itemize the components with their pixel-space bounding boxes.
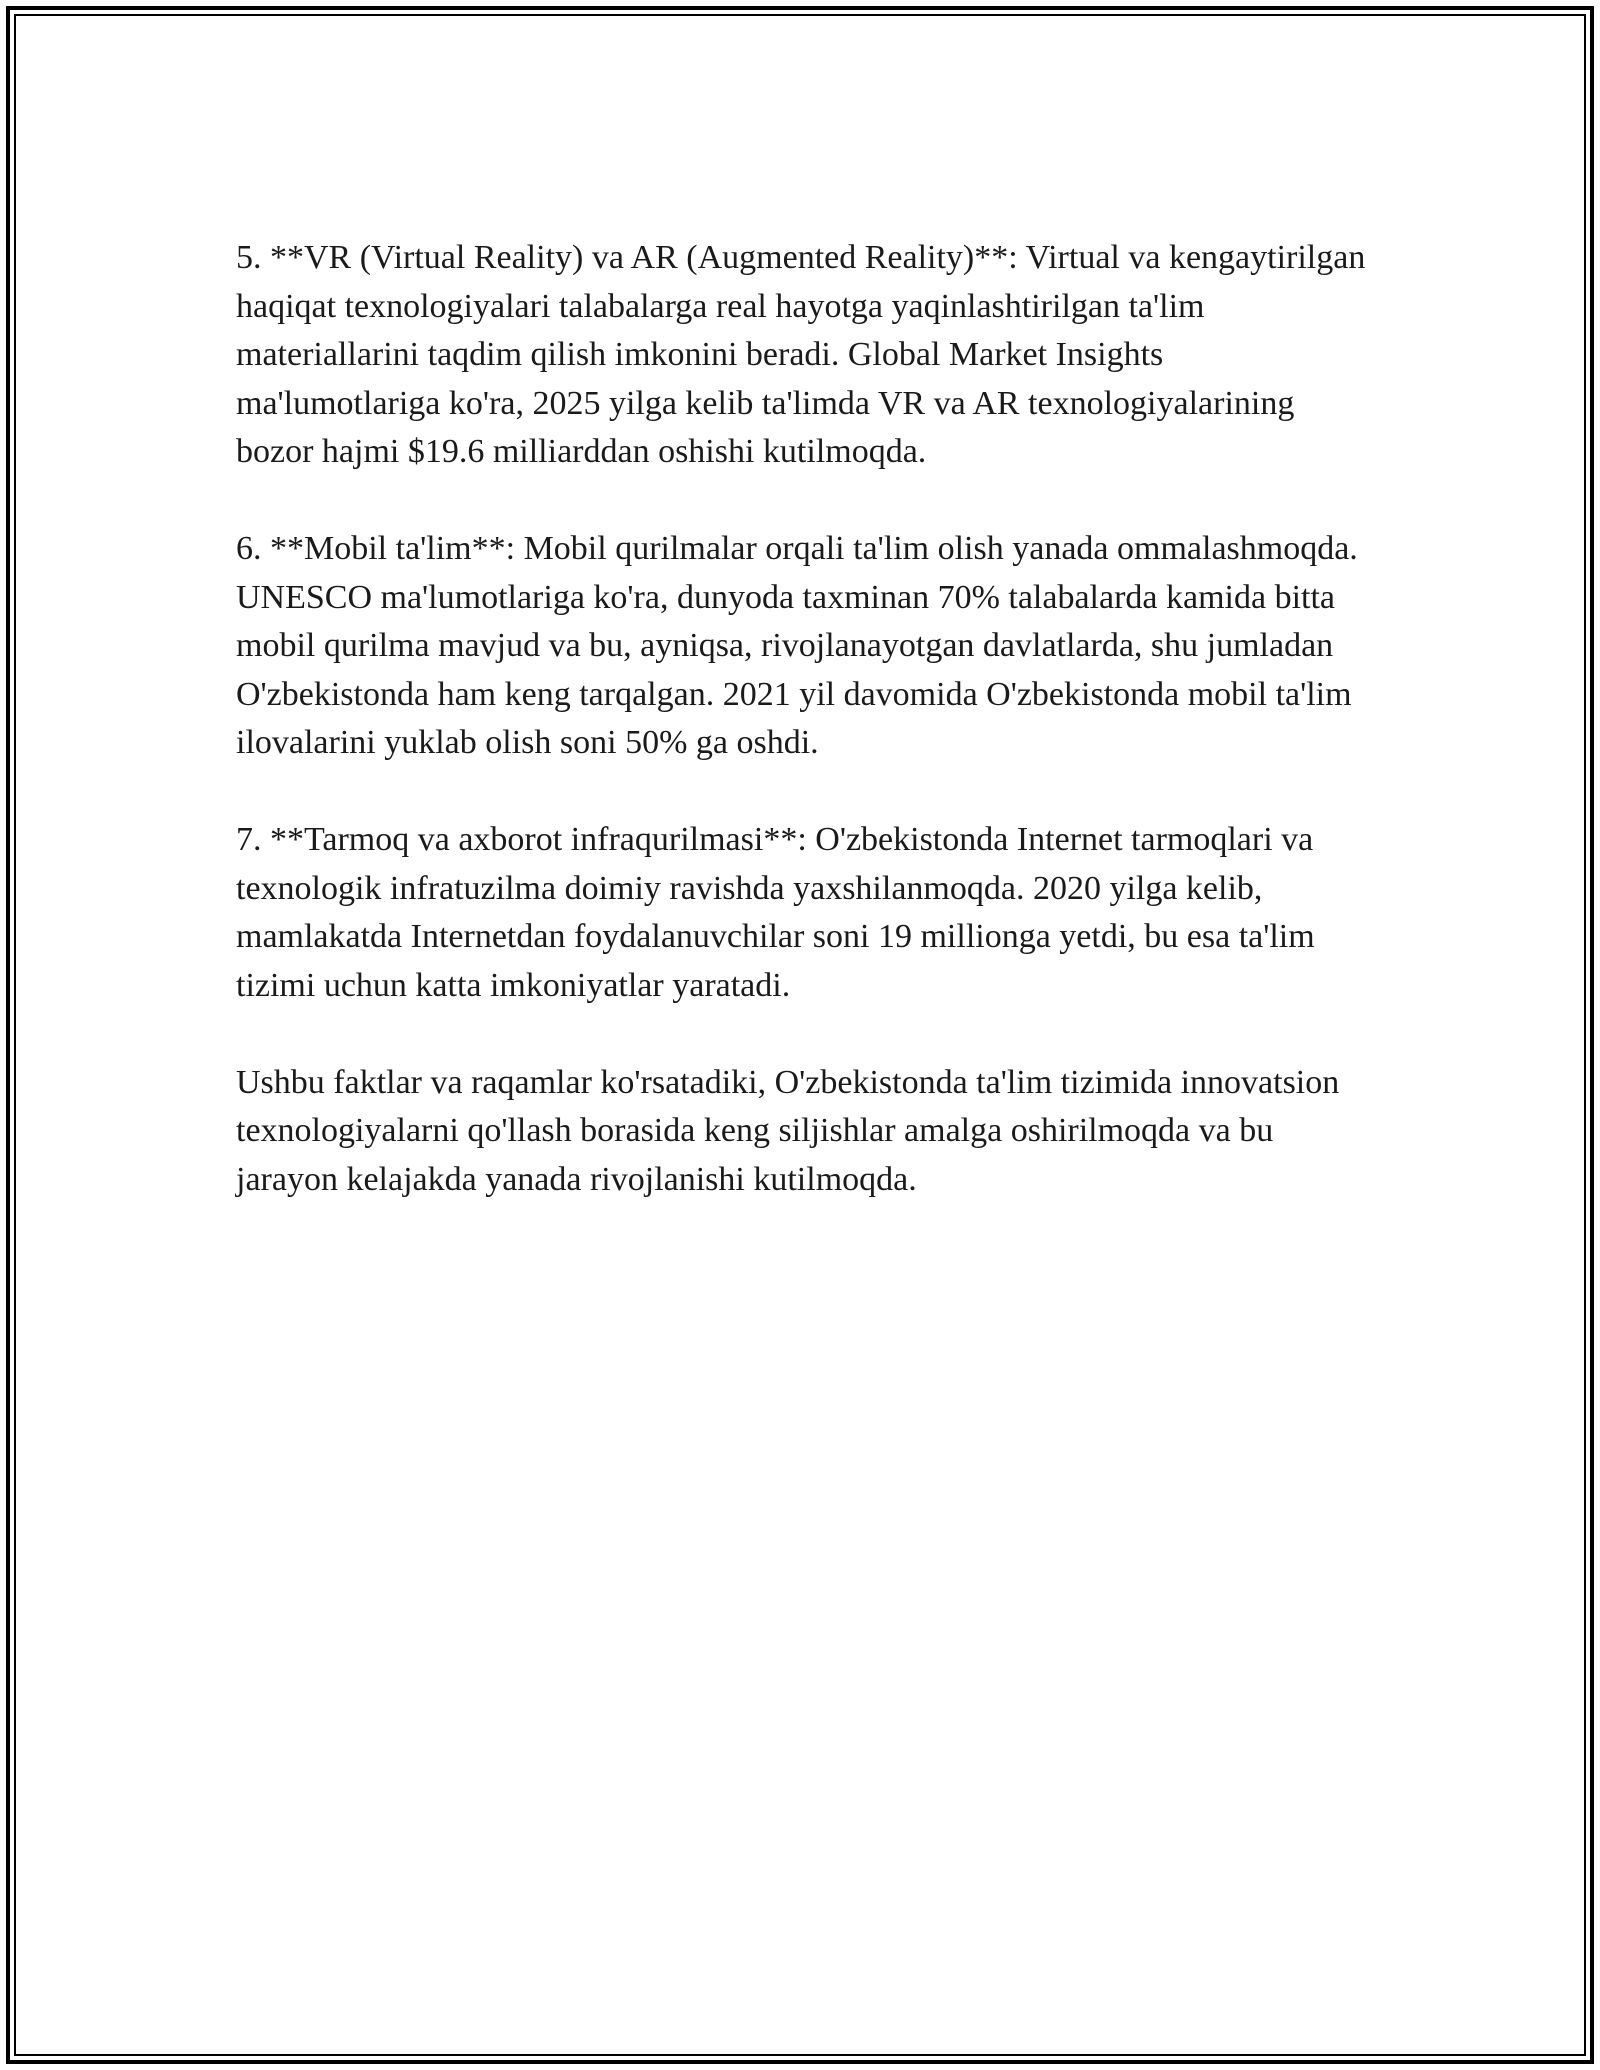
paragraph-vr-ar: 5. **VR (Virtual Reality) va AR (Augmented Reality)**: Virtual va kengaytirilgan haqiqat texnologiyalari talabalarga real hayotga yaqinlashtirilgan ta'lim materiallarini taqdim qilish imkonini beradi. Global Market Insights ma'lumotlariga ko'ra, 2025 yilga kelib ta'limda VR va AR texnologiyalarining bozor hajmi $19.6 milliarddan oshishi kutilmoqda. [236, 239, 1366, 470]
document-body [236, 234, 1376, 1204]
paragraph-conclusion: Ushbu faktlar va raqamlar ko'rsatadiki, O'zbekistonda ta'lim tizimida innovatsion texnologiyalarni qo'llash borasida keng siljishlar amalga oshirilmoqda va bu jarayon kelajakda yanada rivojlanishi kutilmoqda. [236, 1063, 1340, 1198]
paragraph-mobile-learning: 6. **Mobil ta'lim**: Mobil qurilmalar orqali ta'lim olish yanada ommalashmoqda. UNESCO ma'lumotlariga ko'ra, dunyoda taxminan 70% talabalarda kamida bitta mobil qurilma mavjud va bu, ayniqsa, rivojlanayotgan davlatlarda, shu jumladan O'zbekistonda ham keng tarqalgan. 2021 yil davomida O'zbekistonda mobil ta'lim ilovalarini yuklab olish soni 50% ga oshdi. [236, 530, 1358, 761]
paragraph-network-infrastructure: 7. **Tarmoq va axborot infraqurilmasi**: O'zbekistonda Internet tarmoqlari va texnologik infratuzilma doimiy ravishda yaxshilanmoqda. 2020 yilga kelib, mamlakatda Internetdan foydalanuvchilar soni 19 millionga yetdi, bu esa ta'lim tizimi uchun katta imkoniyatlar yaratadi. [236, 821, 1315, 1004]
